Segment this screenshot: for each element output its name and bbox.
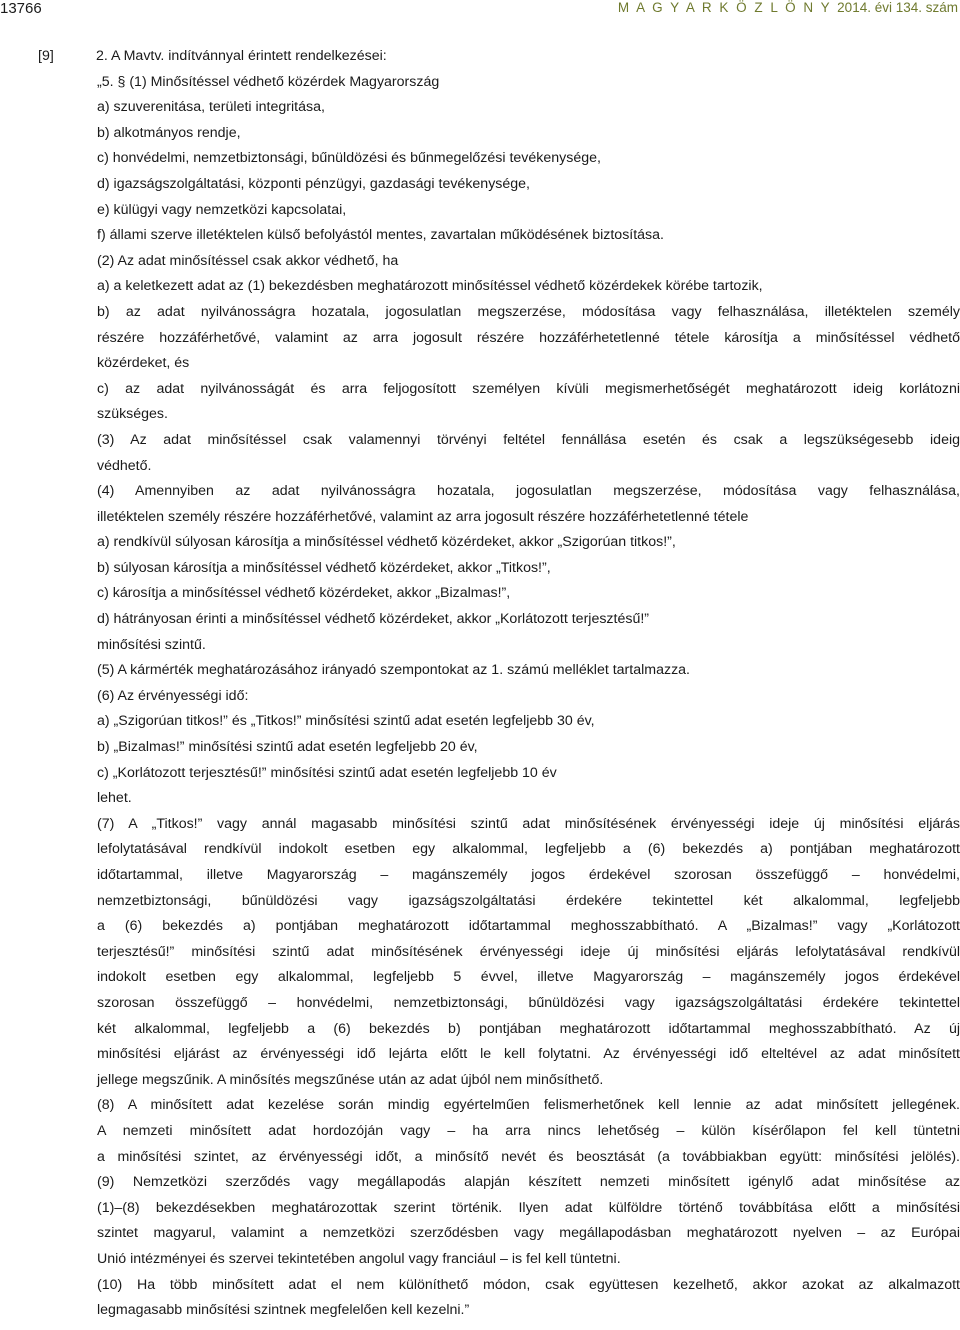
text-line: (5) A kármérték meghatározásához irányadó szempontokat az 1. számú melléklet tartalmazza.	[97, 662, 690, 679]
text-line: szintet magyarul, valamint a nemzetközi szerződésben vagy megállapodásban meghatározott nyelven – az Európai	[97, 1225, 960, 1242]
text-line: védhető.	[97, 457, 152, 474]
text-line: (1)–(8) bekezdésekben meghatározottak szerint történik. Ilyen adat külföldre történő továbbítása előtt a minősítési	[97, 1199, 960, 1216]
text-line: b) súlyosan károsítja a minősítéssel védhető közérdeket, akkor „Titkos!”,	[97, 559, 551, 576]
text-line: Unió intézményei és szervei tekintetében angolul vagy franciául – is fel kell tüntetni.	[97, 1250, 621, 1267]
text-line: c) az adat nyilvánosságát és arra feljogosított személyen kívüli megismerhetőségét meghatározott ideig korlátozni	[97, 380, 960, 397]
paragraph-number: [9]	[38, 48, 54, 64]
text-line: a) a keletkezett adat az (1) bekezdésben meghatározott minősítéssel védhető közérdekek körébe tartozik,	[97, 278, 763, 295]
text-line: A nemzeti minősített adat hordozóján vagy – ha arra nincs lehetőség – külön kísérőlapon fel kell tüntetni	[97, 1122, 960, 1139]
intro-text: 2. A Mavtv. indítvánnyal érintett rendelkezései:	[96, 48, 387, 64]
text-line: c) honvédelmi, nemzetbiztonsági, bűnüldözési és bűnmegelőzési tevékenysége,	[97, 150, 601, 167]
text-line: c) „Korlátozott terjesztésű!” minősítési szintű adat esetén legfeljebb 10 év	[97, 764, 557, 781]
text-line: (4) Amennyiben az adat nyilvánosságra hozatala, jogosulatlan megszerzése, módosítása vagy felhasználása,	[97, 483, 960, 500]
text-line: „5. § (1) Minősítéssel védhető közérdek Magyarország	[97, 73, 440, 90]
text-line: (10) Ha több minősített adat el nem különíthető módon, csak együttesen kezelhető, akkor azokat az alkalmazott	[97, 1276, 960, 1293]
text-line: illetéktelen személy részére hozzáférhetővé, valamint az arra jogosult részére hozzáférhetetlenné tétele	[97, 508, 749, 525]
text-line: időtartammal, illetve Magyarország – magánszemély jogos érdekével szorosan összefüggő – honvédelmi,	[97, 867, 960, 883]
text-line: lehet.	[97, 790, 132, 807]
text-line: jellege megszűnik. A minősítés megszűnése után az adat újból nem minősíthető.	[97, 1071, 604, 1088]
text-line: b) az adat nyilvánosságra hozatala, jogosulatlan megszerzése, módosítása vagy felhasználása, illetéktelen személy	[97, 303, 960, 320]
text-line: két alkalommal, legfeljebb a (6) bekezdés b) pontjában meghatározott időtartammal meghosszabbítható. Az új	[97, 1020, 960, 1037]
intro-line	[0, 44, 960, 70]
text-line: minősítési szintű.	[97, 636, 206, 653]
text-line: b) alkotmányos rendje,	[97, 124, 241, 141]
text-line: nemzetbiztonsági, bűnüldözési vagy igazságszolgáltatási érdekére tekintettel két alkalommal, legfeljebb	[97, 892, 960, 909]
text-line: e) külügyi vagy nemzetközi kapcsolatai,	[97, 201, 347, 218]
text-line: a) szuverenitása, területi integritása,	[97, 99, 325, 116]
text-line: minősítési eljárást az érvényességi idő lejárta előtt le kell folytatni. Az érvényességi idő elteltével az adat minősített	[97, 1046, 960, 1063]
journal-title: M A G Y A R K Ö Z L Ö N Y	[617, 0, 832, 15]
text-line: a) „Szigorúan titkos!” és „Titkos!” minősítési szintű adat esetén legfeljebb 30 év,	[97, 713, 595, 730]
text-line: legmagasabb minősítési szintnek megfelelően kell kezelni.”	[97, 1302, 470, 1319]
issue-number: 2014. évi 134. szám	[837, 0, 958, 15]
text-line: közérdeket, és	[97, 355, 190, 372]
text-line: (9) Nemzetközi szerződés vagy megállapodás alapján készített nemzeti minősített igénylő adat minősítése az	[97, 1174, 960, 1191]
text-line: részére hozzáférhetővé, valamint az arra jogosult részére hozzáférhetetlenné tétele károsítja a minősítéssel védhető	[97, 329, 960, 346]
text-line: a (6) bekezdés a) pontjában meghatározott időtartammal meghosszabbítható. A „Bizalmas!” vagy „Korlátozott	[97, 918, 960, 935]
text-line: (3) Az adat minősítéssel csak valamennyi törvényi feltétel fennállása esetén és csak a legszükségesebb ideig	[97, 431, 960, 448]
text-line: a minősítési szintet, az érvényességi időt, a minősítő nevét és beosztását (a továbbiakban együtt: minősítési jelölés).	[97, 1148, 960, 1165]
document-body	[0, 44, 960, 1324]
text-line: indokolt esetben egy alkalommal, legfeljebb 5 évvel, illetve Magyarország – magánszemély jogos érdekével	[97, 969, 960, 986]
text-line: a) rendkívül súlyosan károsítja a minősítéssel védhető közérdeket, akkor „Szigorúan titkos!”,	[97, 534, 676, 551]
text-line: (2) Az adat minősítéssel csak akkor védhető, ha	[97, 252, 399, 269]
text-line: d) igazságszolgáltatási, központi pénzügyi, gazdasági tevékenysége,	[97, 175, 530, 192]
text-line: c) károsítja a minősítéssel védhető közérdeket, akkor „Bizalmas!”,	[97, 585, 511, 602]
text-line: b) „Bizalmas!” minősítési szintű adat esetén legfeljebb 20 év,	[97, 739, 478, 756]
text-line: f) állami szerve illetéktelen külső befolyástól mentes, zavartalan működésének biztosítása.	[97, 227, 664, 244]
text-line: terjesztésű!” minősítési szintű adat minősítésének érvényességi ideje új minősítési eljárás lefolytatásával rendkívül	[97, 943, 960, 960]
text-line: d) hátrányosan érinti a minősítéssel védhető közérdeket, akkor „Korlátozott terjesztésű!”	[97, 611, 650, 628]
text-line: (7) A „Titkos!” vagy annál magasabb minősítési szintű adat minősítésének érvényességi ideje új minősítési eljárás	[97, 815, 960, 832]
text-line: (8) A minősített adat kezelése során mindig egyértelműen felismerhetőnek kell lennie az adat minősített jellegének.	[97, 1097, 960, 1114]
running-head	[618, 0, 958, 15]
text-line: szorosan összefüggő – honvédelmi, nemzetbiztonsági, bűnüldözési vagy igazságszolgáltatási érdekére tekintettel	[97, 994, 960, 1011]
text-line: szükséges.	[97, 406, 168, 423]
text-line: (6) Az érvényességi idő:	[97, 687, 249, 704]
text-line: lefolytatásával rendkívül indokolt esetben egy alkalommal, legfeljebb a (6) bekezdés a) pontjában meghatározott	[97, 841, 960, 858]
page-number: 13766	[0, 0, 42, 17]
